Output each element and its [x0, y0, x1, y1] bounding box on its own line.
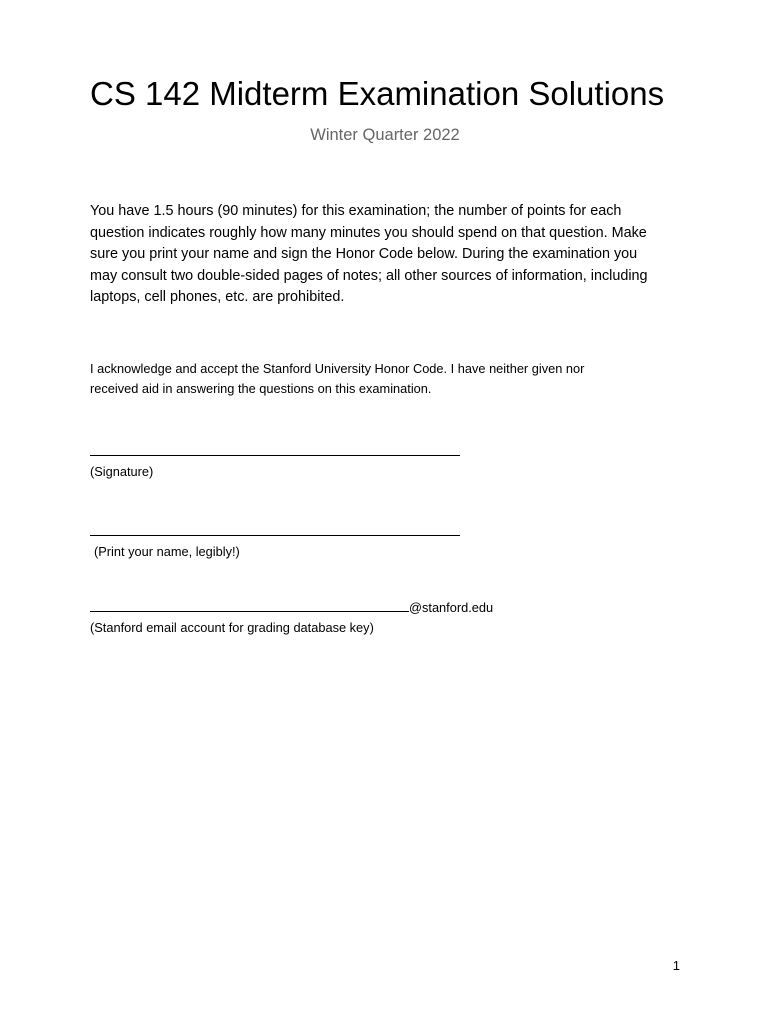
honor-code-statement [90, 359, 690, 398]
page-number: 1 [672, 958, 680, 973]
signature-line[interactable] [90, 441, 460, 456]
honor-code-line: I acknowledge and accept the Stanford University Honor Code. I have neither given nor [90, 361, 585, 376]
email-domain-suffix: @stanford.edu [409, 600, 494, 615]
name-line[interactable] [90, 521, 460, 536]
instructions-line: question indicates roughly how many minutes you should spend on that question. Make [90, 224, 647, 241]
name-caption: (Print your name, legibly!) [94, 543, 240, 559]
email-caption: (Stanford email account for grading database key) [90, 619, 374, 635]
page-subtitle: Winter Quarter 2022 [310, 126, 460, 144]
signature-caption: (Signature) [90, 463, 154, 479]
instructions-line: sure you print your name and sign the Honor Code below. During the examination you [90, 246, 638, 262]
name-field [90, 521, 460, 561]
email-line[interactable] [90, 597, 409, 612]
instructions-line: You have 1.5 hours (90 minutes) for this examination; the number of points for each [90, 203, 622, 219]
instructions-line: may consult two double-sided pages of notes; all other sources of information, including [90, 267, 648, 284]
instructions-line: laptops, cell phones, etc. are prohibited. [90, 289, 345, 305]
page-title: CS 142 Midterm Examination Solutions [90, 75, 665, 112]
email-field [90, 597, 493, 637]
signature-field [90, 441, 460, 481]
instructions-paragraph [90, 201, 690, 309]
honor-code-line: received aid in answering the questions on this examination. [90, 380, 432, 396]
